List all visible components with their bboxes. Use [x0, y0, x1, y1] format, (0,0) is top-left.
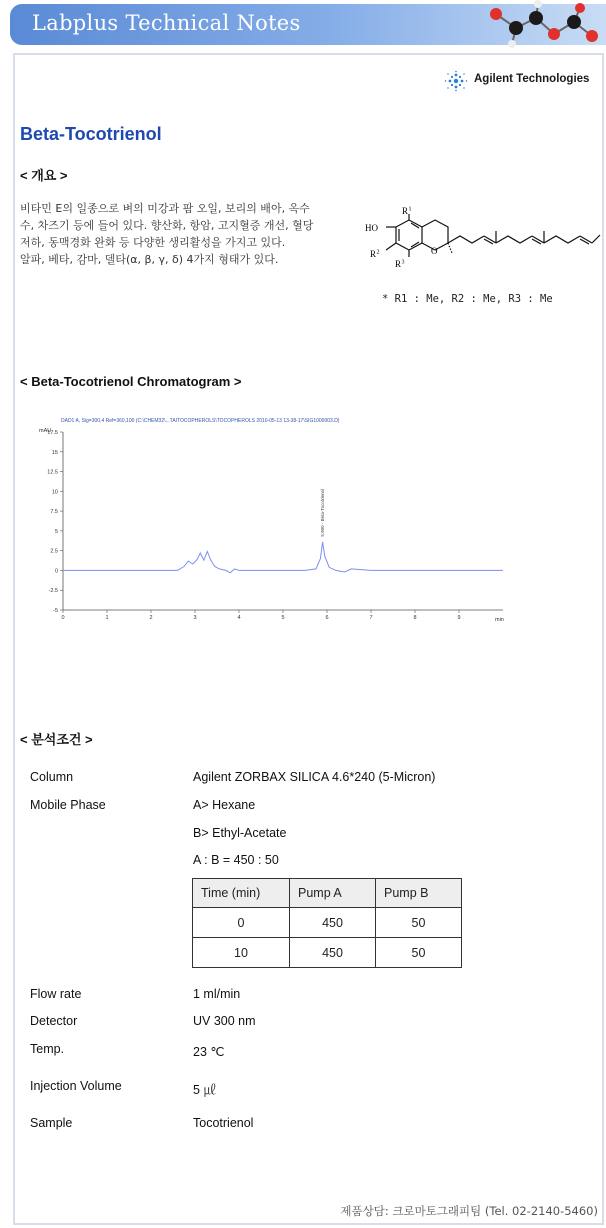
agilent-logo — [443, 70, 590, 92]
x-tick-label: 6 — [325, 615, 329, 621]
peak-label: 5.900 - Beta-Tocotrienol — [320, 488, 326, 537]
chromatogram-chart — [25, 414, 507, 626]
x-tick-label: 7 — [369, 615, 373, 621]
temp-label: Temp. — [30, 1042, 65, 1056]
overview-line: 저하, 동맥경화 완화 등 다양한 생리활성을 가지고 있다. — [20, 236, 286, 249]
table-cell: 450 — [290, 908, 376, 938]
overview-heading: < 개요 > — [20, 168, 68, 183]
column-label: Column — [30, 770, 74, 784]
agilent-spark-icon — [443, 70, 469, 92]
table-header-pump-a: Pump A — [290, 879, 376, 908]
y-tick-label: 10 — [51, 489, 58, 496]
y-unit-label: mAU — [39, 428, 52, 434]
mobile-phase-a: A> Hexane — [193, 798, 256, 812]
y-tick-label: 0 — [54, 568, 58, 575]
agilent-name: Agilent Technologies — [474, 73, 590, 85]
table-cell: 50 — [376, 908, 462, 938]
column-value: Agilent ZORBAX SILICA 4.6*240 (5-Micron) — [193, 770, 436, 784]
table-cell: 10 — [193, 938, 290, 968]
r3-sup: 3 — [401, 259, 405, 266]
r1-label: R — [402, 206, 409, 216]
overview-line: 알파, 베타, 감마, 델타(α, β, γ, δ) 4가지 형태가 있다. — [20, 253, 279, 266]
contact-footer: 제품상담: 크로마토그래피팀 (Tel. 02-2140-5460) — [340, 1204, 598, 1218]
sample-label: Sample — [30, 1116, 73, 1130]
o-label: O — [431, 246, 438, 256]
x-tick-label: 4 — [237, 615, 241, 621]
table-header-row — [193, 879, 462, 908]
x-unit-label: min — [495, 617, 504, 623]
structure-footnote: * R1 : Me, R2 : Me, R3 : Me — [382, 293, 553, 305]
y-tick-label: 2.5 — [50, 548, 58, 555]
y-tick-label: 12.5 — [47, 469, 58, 476]
y-tick-label: 7.5 — [50, 509, 58, 516]
mobile-phase-b: B> Ethyl-Acetate — [193, 826, 287, 840]
table-row — [193, 938, 462, 968]
y-tick-label: 5 — [54, 528, 58, 535]
conditions-heading: < 분석조건 > — [20, 732, 93, 747]
flow-rate-value: 1 ml/min — [193, 987, 241, 1001]
y-tick-label: 17.5 — [47, 430, 58, 436]
page-title: Beta-Tocotrienol — [20, 124, 162, 144]
table-cell: 50 — [376, 938, 462, 968]
x-tick-label: 5 — [281, 615, 285, 621]
x-tick-label: 1 — [105, 615, 109, 621]
overview-text — [20, 200, 350, 268]
detector-label: Detector — [30, 1014, 78, 1028]
y-tick-label: -2.5 — [48, 588, 58, 595]
overview-line: 수, 차즈기 등에 들어 있다. 향산화, 항암, 고지혈증 개선, 혈당 — [20, 219, 314, 232]
r3-label: R — [395, 259, 402, 269]
chart-header-text: DAD1 A, Sig=300,4 Ref=360,100 (C:\CHEM32\...TAITOCOPHEROLS\TOCOPHEROLS 2010-05-13 13-38-17\SIG1000003.D) — [61, 418, 340, 424]
y-tick-label: 15 — [51, 449, 58, 456]
temp-value: 23 ℃ — [193, 1045, 225, 1059]
detector-value: UV 300 nm — [193, 1014, 256, 1028]
header-title: Labplus Technical Notes — [32, 11, 301, 35]
ho-label: HO — [365, 223, 378, 233]
table-cell: 450 — [290, 938, 376, 968]
gradient-table — [192, 878, 462, 968]
table-cell: 0 — [193, 908, 290, 938]
injection-volume-value: 5 ㎕ — [193, 1083, 216, 1097]
r2-label: R — [370, 249, 377, 259]
mobile-phase-label: Mobile Phase — [30, 798, 106, 812]
x-tick-label: 0 — [61, 615, 65, 621]
table-row — [193, 908, 462, 938]
flow-rate-label: Flow rate — [30, 987, 82, 1001]
r1-sup: 1 — [408, 206, 412, 213]
chemical-structure — [362, 205, 602, 277]
molecule-decoration — [476, 0, 606, 50]
overview-line: 비타민 E의 일종으로 벼의 미강과 팜 오일, 보리의 배아, 옥수 — [20, 202, 310, 215]
injection-volume-label: Injection Volume — [30, 1079, 122, 1093]
y-tick-label: -5 — [53, 608, 58, 614]
sample-value: Tocotrienol — [193, 1116, 254, 1130]
x-tick-label: 8 — [413, 615, 417, 621]
x-tick-label: 2 — [149, 615, 153, 621]
x-tick-label: 9 — [457, 615, 461, 621]
table-header-time: Time (min) — [193, 879, 290, 908]
r2-sup: 2 — [376, 249, 380, 256]
x-tick-label: 3 — [193, 615, 197, 621]
table-header-pump-b: Pump B — [376, 879, 462, 908]
chromatogram-heading: < Beta-Tocotrienol Chromatogram > — [20, 374, 242, 389]
mobile-phase-ratio: A : B = 450 : 50 — [193, 853, 279, 867]
